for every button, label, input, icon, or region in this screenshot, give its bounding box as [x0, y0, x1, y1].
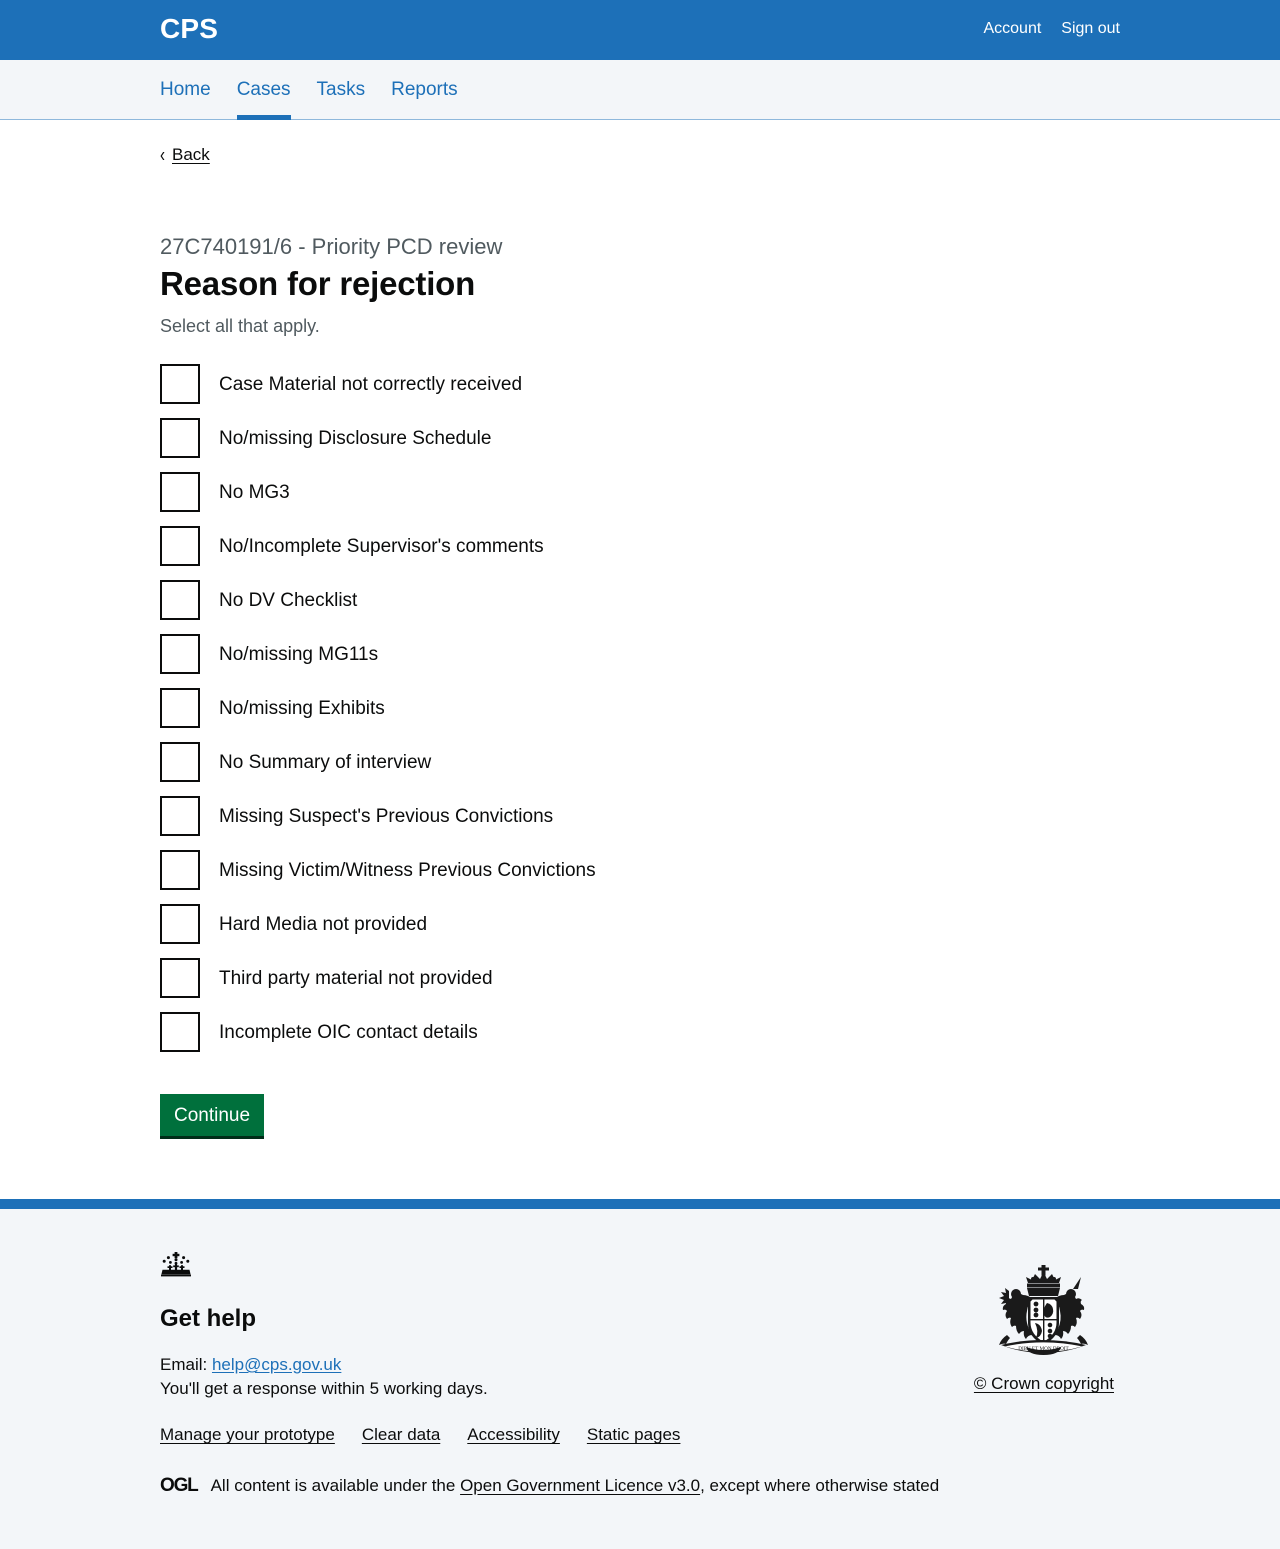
clear-data-link[interactable]: Clear data: [361, 1425, 441, 1445]
checkbox-item[interactable]: [160, 580, 1120, 620]
header-inner: [0, 0, 1280, 60]
account-link[interactable]: Account: [983, 20, 1042, 38]
checkbox-item[interactable]: [160, 904, 1120, 944]
checkbox-box[interactable]: [160, 634, 200, 674]
checkbox-box[interactable]: [160, 958, 200, 998]
footer-links: [160, 1424, 974, 1446]
checkbox-label: No/missing Disclosure Schedule: [219, 427, 492, 449]
checkbox-label: No DV Checklist: [219, 589, 358, 611]
primary-nav: [0, 60, 1280, 120]
checkbox-label: Incomplete OIC contact details: [219, 1021, 478, 1043]
checkbox-box[interactable]: [160, 472, 200, 512]
open-government-licence-link[interactable]: Open Government Licence v3.0: [460, 1475, 701, 1495]
checkbox-label: Missing Suspect's Previous Convictions: [219, 805, 554, 827]
checkbox-item[interactable]: [160, 796, 1120, 836]
checkbox-item[interactable]: [160, 472, 1120, 512]
help-email-link[interactable]: help@cps.gov.uk: [211, 1354, 342, 1374]
checkbox-label: Missing Victim/Witness Previous Convictions: [219, 859, 596, 881]
checkbox-item[interactable]: [160, 634, 1120, 674]
footer-inner: [160, 1209, 1120, 1549]
sign-out-link[interactable]: Sign out: [1061, 20, 1120, 38]
rejection-reason-checkbox-group: [160, 364, 1120, 1052]
nav-item-cases[interactable]: Cases: [224, 60, 304, 120]
back-row: [160, 120, 1120, 175]
continue-button[interactable]: Continue: [160, 1094, 264, 1139]
checkbox-box[interactable]: [160, 418, 200, 458]
brand-logo[interactable]: CPS: [160, 13, 219, 44]
checkbox-label: No/missing Exhibits: [219, 697, 385, 719]
back-link[interactable]: [160, 144, 210, 166]
form-hint: Select all that apply.: [160, 315, 320, 336]
checkbox-item[interactable]: [160, 958, 1120, 998]
checkbox-item[interactable]: [160, 526, 1120, 566]
footer-right: [974, 1251, 1120, 1396]
app-header: [0, 0, 1280, 60]
checkbox-label: Case Material not correctly received: [219, 373, 523, 395]
checkbox-box[interactable]: [160, 1012, 200, 1052]
app-footer: [0, 1199, 1280, 1549]
checkbox-item[interactable]: [160, 688, 1120, 728]
ogl-licence-row: [160, 1475, 974, 1531]
response-time-text: You'll get a response within 5 working days.: [160, 1379, 488, 1399]
licence-suffix: , except where otherwise stated: [700, 1475, 940, 1495]
email-prefix: Email:: [160, 1354, 212, 1374]
checkbox-box[interactable]: [160, 904, 200, 944]
checkbox-box[interactable]: [160, 526, 200, 566]
checkbox-item[interactable]: [160, 850, 1120, 890]
nav-item-reports[interactable]: Reports: [391, 79, 458, 101]
checkbox-label: No/Incomplete Supervisor's comments: [219, 535, 544, 557]
nav-item-home[interactable]: Home: [160, 79, 211, 101]
checkbox-box[interactable]: [160, 850, 200, 890]
footer-help-text: [160, 1353, 974, 1402]
page-caption: 27C740191/6 - Priority PCD review: [160, 234, 503, 260]
checkbox-label: Third party material not provided: [219, 967, 493, 989]
checkbox-item[interactable]: [160, 1012, 1120, 1052]
checkbox-label: No Summary of interview: [219, 751, 432, 773]
checkbox-item[interactable]: [160, 364, 1120, 404]
ogl-licence-text: [211, 1475, 940, 1497]
checkbox-label: No MG3: [219, 481, 290, 503]
licence-prefix: All content is available under the: [210, 1475, 461, 1495]
manage-your-prototype-link[interactable]: Manage your prototype: [160, 1425, 335, 1445]
ogl-logo-icon: OGL: [160, 1475, 198, 1497]
crown-icon: [160, 1251, 974, 1284]
checkbox-box[interactable]: [160, 364, 200, 404]
page-title: Reason for rejection: [160, 264, 476, 302]
main-content: [0, 120, 1280, 1199]
crown-copyright-link[interactable]: © Crown copyright: [973, 1374, 1114, 1394]
checkbox-item[interactable]: [160, 418, 1120, 458]
nav-inner: [0, 60, 1280, 120]
checkbox-item[interactable]: [160, 742, 1120, 782]
header-account-links: [983, 18, 1120, 41]
back-link-label: Back: [172, 145, 210, 165]
checkbox-label: Hard Media not provided: [219, 913, 428, 935]
checkbox-box[interactable]: [160, 796, 200, 836]
checkbox-box[interactable]: [160, 688, 200, 728]
form-content: [160, 175, 1120, 1139]
checkbox-box[interactable]: [160, 580, 200, 620]
royal-coat-of-arms-icon: [974, 1263, 1114, 1363]
footer-heading: Get help: [160, 1305, 257, 1333]
svg-text:DIEU ET MON DROIT: DIEU ET MON DROIT: [1018, 1346, 1070, 1353]
button-row: [160, 1066, 1120, 1139]
checkbox-box[interactable]: [160, 742, 200, 782]
accessibility-link[interactable]: Accessibility: [467, 1425, 560, 1445]
footer-left: [160, 1251, 974, 1531]
static-pages-link[interactable]: Static pages: [586, 1425, 681, 1445]
checkbox-label: No/missing MG11s: [219, 643, 379, 665]
nav-item-tasks[interactable]: Tasks: [316, 79, 366, 101]
chevron-left-icon: ‹: [160, 144, 165, 167]
